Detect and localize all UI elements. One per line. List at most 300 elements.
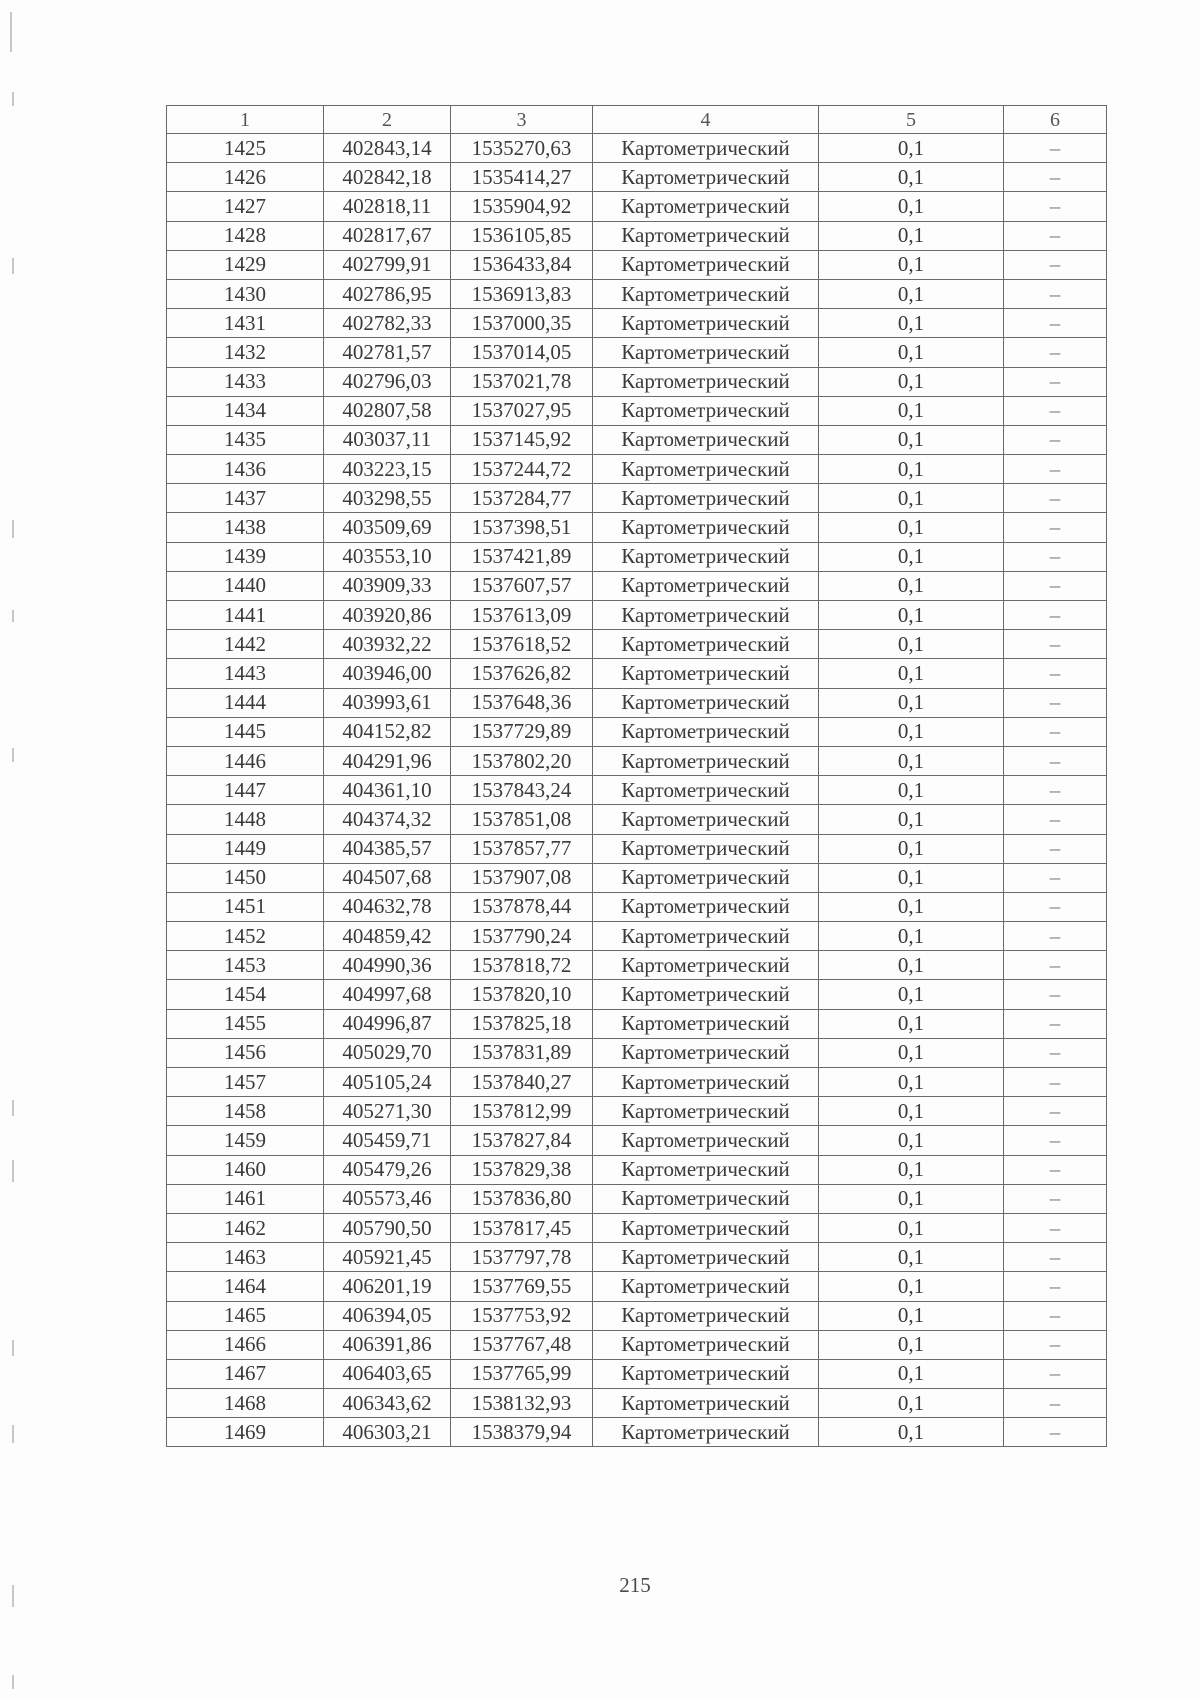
table-cell: 0,1	[819, 688, 1004, 717]
table-cell: 0,1	[819, 250, 1004, 279]
table-cell: Картометрический	[593, 513, 819, 542]
table-cell: 403509,69	[324, 513, 451, 542]
table-cell: Картометрический	[593, 746, 819, 775]
table-cell: 0,1	[819, 367, 1004, 396]
table-cell: 403298,55	[324, 484, 451, 513]
table-cell: 1537851,08	[451, 805, 593, 834]
table-row	[167, 1184, 1107, 1213]
table-cell: 1537878,44	[451, 892, 593, 921]
table-cell: 0,1	[819, 221, 1004, 250]
table-cell: 1459	[167, 1126, 324, 1155]
table-cell: 1538132,93	[451, 1389, 593, 1418]
table-row	[167, 1389, 1107, 1418]
table-cell: 1458	[167, 1097, 324, 1126]
table-row	[167, 542, 1107, 571]
table-cell: 0,1	[819, 776, 1004, 805]
table-cell: 405790,50	[324, 1213, 451, 1242]
table-cell: 1537648,36	[451, 688, 593, 717]
table-cell: 1536105,85	[451, 221, 593, 250]
table-cell: Картометрический	[593, 892, 819, 921]
table-row	[167, 834, 1107, 863]
table-cell: 403909,33	[324, 571, 451, 600]
table-cell: 404632,78	[324, 892, 451, 921]
table-cell: 404997,68	[324, 980, 451, 1009]
table-row	[167, 396, 1107, 425]
table-cell: 1468	[167, 1389, 324, 1418]
scan-mark	[12, 258, 14, 274]
table-cell: 0,1	[819, 951, 1004, 980]
table-row	[167, 1097, 1107, 1126]
table-cell: –	[1004, 1272, 1107, 1301]
table-cell: 1435	[167, 425, 324, 454]
table-cell: 1536913,83	[451, 279, 593, 308]
table-cell: 1465	[167, 1301, 324, 1330]
header-cell: 1	[167, 106, 324, 134]
table-cell: –	[1004, 951, 1107, 980]
table-cell: 1537398,51	[451, 513, 593, 542]
table-cell: 0,1	[819, 1213, 1004, 1242]
table-cell: Картометрический	[593, 367, 819, 396]
table-cell: 1467	[167, 1359, 324, 1388]
table-cell: 1436	[167, 455, 324, 484]
table-cell: 1455	[167, 1009, 324, 1038]
table-cell: Картометрический	[593, 279, 819, 308]
table-cell: 0,1	[819, 1126, 1004, 1155]
table-cell: 0,1	[819, 1359, 1004, 1388]
table-row	[167, 279, 1107, 308]
table-row	[167, 1155, 1107, 1184]
table-cell: 1457	[167, 1068, 324, 1097]
table-cell: 406303,21	[324, 1418, 451, 1447]
table-cell: 1451	[167, 892, 324, 921]
table-cell: –	[1004, 1126, 1107, 1155]
table-cell: 404291,96	[324, 746, 451, 775]
scan-mark	[12, 1675, 14, 1689]
table-cell: 1537831,89	[451, 1038, 593, 1067]
table-cell: 0,1	[819, 192, 1004, 221]
table-row	[167, 163, 1107, 192]
table-cell: 1536433,84	[451, 250, 593, 279]
table-row	[167, 221, 1107, 250]
table-cell: Картометрический	[593, 1184, 819, 1213]
table-cell: 1537907,08	[451, 863, 593, 892]
table-row	[167, 863, 1107, 892]
table-cell: Картометрический	[593, 776, 819, 805]
table-cell: –	[1004, 805, 1107, 834]
table-cell: 1466	[167, 1330, 324, 1359]
table-cell: 0,1	[819, 542, 1004, 571]
table-cell: 1537812,99	[451, 1097, 593, 1126]
table-cell: 1535904,92	[451, 192, 593, 221]
table-cell: –	[1004, 1418, 1107, 1447]
table-cell: –	[1004, 1359, 1107, 1388]
table-cell: 405459,71	[324, 1126, 451, 1155]
scan-mark	[12, 1340, 14, 1356]
table-row	[167, 338, 1107, 367]
table-cell: 0,1	[819, 1097, 1004, 1126]
table-cell: 0,1	[819, 805, 1004, 834]
table-cell: –	[1004, 1389, 1107, 1418]
table-cell: 0,1	[819, 1038, 1004, 1067]
table-cell: Картометрический	[593, 717, 819, 746]
page-number: 215	[619, 1573, 651, 1597]
table-row	[167, 367, 1107, 396]
table-cell: –	[1004, 571, 1107, 600]
table-cell: 0,1	[819, 1418, 1004, 1447]
table-row	[167, 1009, 1107, 1038]
table-cell: 1444	[167, 688, 324, 717]
table-cell: Картометрический	[593, 455, 819, 484]
table-cell: Картометрический	[593, 134, 819, 163]
table-cell: 1537825,18	[451, 1009, 593, 1038]
table-cell: 0,1	[819, 834, 1004, 863]
table-cell: Картометрический	[593, 1126, 819, 1155]
table-cell: –	[1004, 338, 1107, 367]
table-row	[167, 630, 1107, 659]
table-cell: 402786,95	[324, 279, 451, 308]
table-cell: 1440	[167, 571, 324, 600]
table-cell: –	[1004, 513, 1107, 542]
table-cell: 1537753,92	[451, 1301, 593, 1330]
table-cell: –	[1004, 455, 1107, 484]
table-cell: 0,1	[819, 1330, 1004, 1359]
table-cell: –	[1004, 922, 1107, 951]
table-cell: 0,1	[819, 980, 1004, 1009]
table-cell: 402842,18	[324, 163, 451, 192]
table-row	[167, 513, 1107, 542]
table-cell: 1441	[167, 601, 324, 630]
table-cell: 0,1	[819, 746, 1004, 775]
table-cell: 0,1	[819, 279, 1004, 308]
table-row	[167, 1126, 1107, 1155]
table-cell: –	[1004, 309, 1107, 338]
table-row	[167, 805, 1107, 834]
table-cell: 0,1	[819, 455, 1004, 484]
table-cell: 1537820,10	[451, 980, 593, 1009]
table-cell: 403223,15	[324, 455, 451, 484]
table-cell: 1456	[167, 1038, 324, 1067]
table-cell: Картометрический	[593, 1243, 819, 1272]
table-row	[167, 601, 1107, 630]
table-cell: 0,1	[819, 163, 1004, 192]
table-cell: 0,1	[819, 922, 1004, 951]
table-cell: Картометрический	[593, 805, 819, 834]
table-cell: 402807,58	[324, 396, 451, 425]
table-cell: 404507,68	[324, 863, 451, 892]
table-cell: –	[1004, 396, 1107, 425]
table-cell: 404152,82	[324, 717, 451, 746]
table-row	[167, 455, 1107, 484]
table-row	[167, 1038, 1107, 1067]
table-cell: 405921,45	[324, 1243, 451, 1272]
table-cell: 0,1	[819, 338, 1004, 367]
table-row	[167, 746, 1107, 775]
table-cell: Картометрический	[593, 1097, 819, 1126]
table-cell: Картометрический	[593, 659, 819, 688]
header-cell: 4	[593, 106, 819, 134]
table-cell: 1537421,89	[451, 542, 593, 571]
table-cell: Картометрический	[593, 1213, 819, 1242]
table-cell: Картометрический	[593, 1418, 819, 1447]
table-row	[167, 309, 1107, 338]
table-cell: 1448	[167, 805, 324, 834]
table-cell: 1537284,77	[451, 484, 593, 513]
table-cell: 0,1	[819, 425, 1004, 454]
table-cell: 1464	[167, 1272, 324, 1301]
scan-mark	[12, 1425, 14, 1443]
table-cell: Картометрический	[593, 192, 819, 221]
coordinates-table	[166, 105, 1107, 1447]
header-row	[167, 106, 1107, 134]
table-cell: 404385,57	[324, 834, 451, 863]
table-header	[167, 106, 1107, 134]
table-cell: 403920,86	[324, 601, 451, 630]
table-cell: 0,1	[819, 484, 1004, 513]
table-cell: 1537840,27	[451, 1068, 593, 1097]
table-cell: Картометрический	[593, 1389, 819, 1418]
table-cell: 1538379,94	[451, 1418, 593, 1447]
table-cell: 405573,46	[324, 1184, 451, 1213]
table-cell: Картометрический	[593, 1272, 819, 1301]
scan-mark	[12, 1160, 14, 1182]
table-cell: 1537818,72	[451, 951, 593, 980]
table-cell: 1537613,09	[451, 601, 593, 630]
table-cell: 0,1	[819, 396, 1004, 425]
table-row	[167, 425, 1107, 454]
table-cell: –	[1004, 892, 1107, 921]
table-row	[167, 980, 1107, 1009]
table-cell: Картометрический	[593, 396, 819, 425]
table-cell: 1537000,35	[451, 309, 593, 338]
table-cell: –	[1004, 601, 1107, 630]
table-cell: 402799,91	[324, 250, 451, 279]
table-cell: 0,1	[819, 1389, 1004, 1418]
table-cell: Картометрический	[593, 980, 819, 1009]
table-row	[167, 250, 1107, 279]
table-cell: –	[1004, 1184, 1107, 1213]
table-cell: –	[1004, 1243, 1107, 1272]
table-cell: 0,1	[819, 1272, 1004, 1301]
table-cell: 1537857,77	[451, 834, 593, 863]
table-row	[167, 484, 1107, 513]
table-cell: 0,1	[819, 1009, 1004, 1038]
table-cell: 0,1	[819, 659, 1004, 688]
table-cell: Картометрический	[593, 922, 819, 951]
table-cell: 1445	[167, 717, 324, 746]
table-cell: 1446	[167, 746, 324, 775]
table-cell: 1438	[167, 513, 324, 542]
table-cell: 1452	[167, 922, 324, 951]
table-cell: –	[1004, 279, 1107, 308]
table-cell: –	[1004, 163, 1107, 192]
table-cell: 1537244,72	[451, 455, 593, 484]
table-row	[167, 659, 1107, 688]
table-cell: 1537769,55	[451, 1272, 593, 1301]
table-cell: 1462	[167, 1213, 324, 1242]
table-cell: Картометрический	[593, 1330, 819, 1359]
table-cell: Картометрический	[593, 834, 819, 863]
table-cell: Картометрический	[593, 688, 819, 717]
table-cell: 1537836,80	[451, 1184, 593, 1213]
table-cell: 402782,33	[324, 309, 451, 338]
table-cell: 1463	[167, 1243, 324, 1272]
table-cell: Картометрический	[593, 221, 819, 250]
table-cell: –	[1004, 425, 1107, 454]
table-cell: Картометрический	[593, 1155, 819, 1184]
table-cell: –	[1004, 250, 1107, 279]
table-cell: 405029,70	[324, 1038, 451, 1067]
table-cell: –	[1004, 1068, 1107, 1097]
table-cell: 1428	[167, 221, 324, 250]
table-cell: 405479,26	[324, 1155, 451, 1184]
table-cell: 406201,19	[324, 1272, 451, 1301]
table-cell: –	[1004, 688, 1107, 717]
table-cell: Картометрический	[593, 630, 819, 659]
table-cell: –	[1004, 484, 1107, 513]
table-cell: Картометрический	[593, 484, 819, 513]
table-cell: 1537843,24	[451, 776, 593, 805]
table-cell: 405105,24	[324, 1068, 451, 1097]
table-cell: 403993,61	[324, 688, 451, 717]
table-cell: 406343,62	[324, 1389, 451, 1418]
table-cell: Картометрический	[593, 571, 819, 600]
table-row	[167, 571, 1107, 600]
table-cell: 1443	[167, 659, 324, 688]
table-cell: –	[1004, 1330, 1107, 1359]
table-cell: 0,1	[819, 601, 1004, 630]
header-cell: 6	[1004, 106, 1107, 134]
table-row	[167, 1213, 1107, 1242]
table-cell: –	[1004, 1009, 1107, 1038]
table-row	[167, 1418, 1107, 1447]
table-cell: 0,1	[819, 513, 1004, 542]
table-cell: Картометрический	[593, 542, 819, 571]
table-row	[167, 1359, 1107, 1388]
table-cell: 1537765,99	[451, 1359, 593, 1388]
table-cell: 1537802,20	[451, 746, 593, 775]
table-cell: 402817,67	[324, 221, 451, 250]
table-cell: –	[1004, 367, 1107, 396]
table-cell: –	[1004, 717, 1107, 746]
table-cell: 1427	[167, 192, 324, 221]
header-cell: 5	[819, 106, 1004, 134]
table-cell: Картометрический	[593, 863, 819, 892]
table-cell: 0,1	[819, 571, 1004, 600]
table-cell: 1434	[167, 396, 324, 425]
table-row	[167, 1068, 1107, 1097]
table-cell: 402796,03	[324, 367, 451, 396]
scan-mark	[10, 12, 12, 52]
table-cell: 404859,42	[324, 922, 451, 951]
table-cell: 403932,22	[324, 630, 451, 659]
scan-mark	[12, 748, 14, 762]
table-cell: 403037,11	[324, 425, 451, 454]
table-cell: 1537145,92	[451, 425, 593, 454]
table-cell: 1437	[167, 484, 324, 513]
table-cell: 1535414,27	[451, 163, 593, 192]
scan-mark	[12, 1100, 14, 1116]
table-cell: Картометрический	[593, 1068, 819, 1097]
table-cell: 1429	[167, 250, 324, 279]
table-row	[167, 892, 1107, 921]
table-cell: Картометрический	[593, 1038, 819, 1067]
table-cell: 1537626,82	[451, 659, 593, 688]
table-row	[167, 134, 1107, 163]
table-cell: –	[1004, 659, 1107, 688]
scan-mark	[12, 92, 14, 106]
table-cell: 1537618,52	[451, 630, 593, 659]
table-cell: 1447	[167, 776, 324, 805]
table-cell: 405271,30	[324, 1097, 451, 1126]
table-cell: 404990,36	[324, 951, 451, 980]
table-cell: –	[1004, 1213, 1107, 1242]
table-row	[167, 1301, 1107, 1330]
table-cell: 402818,11	[324, 192, 451, 221]
table-cell: 0,1	[819, 1184, 1004, 1213]
table-row	[167, 1272, 1107, 1301]
table-cell: 1537767,48	[451, 1330, 593, 1359]
table-cell: 0,1	[819, 1243, 1004, 1272]
table-cell: 404361,10	[324, 776, 451, 805]
table-cell: 1426	[167, 163, 324, 192]
table-cell: Картометрический	[593, 601, 819, 630]
table-cell: Картометрический	[593, 1009, 819, 1038]
table-cell: 1537021,78	[451, 367, 593, 396]
table-cell: 0,1	[819, 630, 1004, 659]
table-cell: –	[1004, 1155, 1107, 1184]
table-cell: 1537790,24	[451, 922, 593, 951]
table-cell: –	[1004, 1038, 1107, 1067]
table-cell: 0,1	[819, 1301, 1004, 1330]
table-cell: 1450	[167, 863, 324, 892]
table-cell: 1460	[167, 1155, 324, 1184]
table-cell: –	[1004, 776, 1107, 805]
table-cell: 1461	[167, 1184, 324, 1213]
table-cell: 1537829,38	[451, 1155, 593, 1184]
table-row	[167, 717, 1107, 746]
table-row	[167, 776, 1107, 805]
table-cell: 406394,05	[324, 1301, 451, 1330]
scan-mark	[12, 610, 14, 622]
table-cell: 404374,32	[324, 805, 451, 834]
table-cell: 1453	[167, 951, 324, 980]
table-cell: 1537027,95	[451, 396, 593, 425]
table-row	[167, 1330, 1107, 1359]
table-cell: 0,1	[819, 309, 1004, 338]
table-cell: –	[1004, 746, 1107, 775]
table-cell: 404996,87	[324, 1009, 451, 1038]
table-row	[167, 1243, 1107, 1272]
table-cell: Картометрический	[593, 250, 819, 279]
table-row	[167, 192, 1107, 221]
table-cell: 403553,10	[324, 542, 451, 571]
table-cell: –	[1004, 630, 1107, 659]
table-cell: 0,1	[819, 892, 1004, 921]
scan-mark	[12, 520, 14, 538]
table-cell: Картометрический	[593, 163, 819, 192]
table-cell: –	[1004, 1301, 1107, 1330]
table-cell: 1537827,84	[451, 1126, 593, 1155]
table-cell: Картометрический	[593, 1301, 819, 1330]
table-cell: 1469	[167, 1418, 324, 1447]
table-cell: 406391,86	[324, 1330, 451, 1359]
table-cell: 1431	[167, 309, 324, 338]
table-cell: 0,1	[819, 863, 1004, 892]
table-row	[167, 922, 1107, 951]
table-cell: 406403,65	[324, 1359, 451, 1388]
table-cell: 1449	[167, 834, 324, 863]
table-cell: 1537797,78	[451, 1243, 593, 1272]
